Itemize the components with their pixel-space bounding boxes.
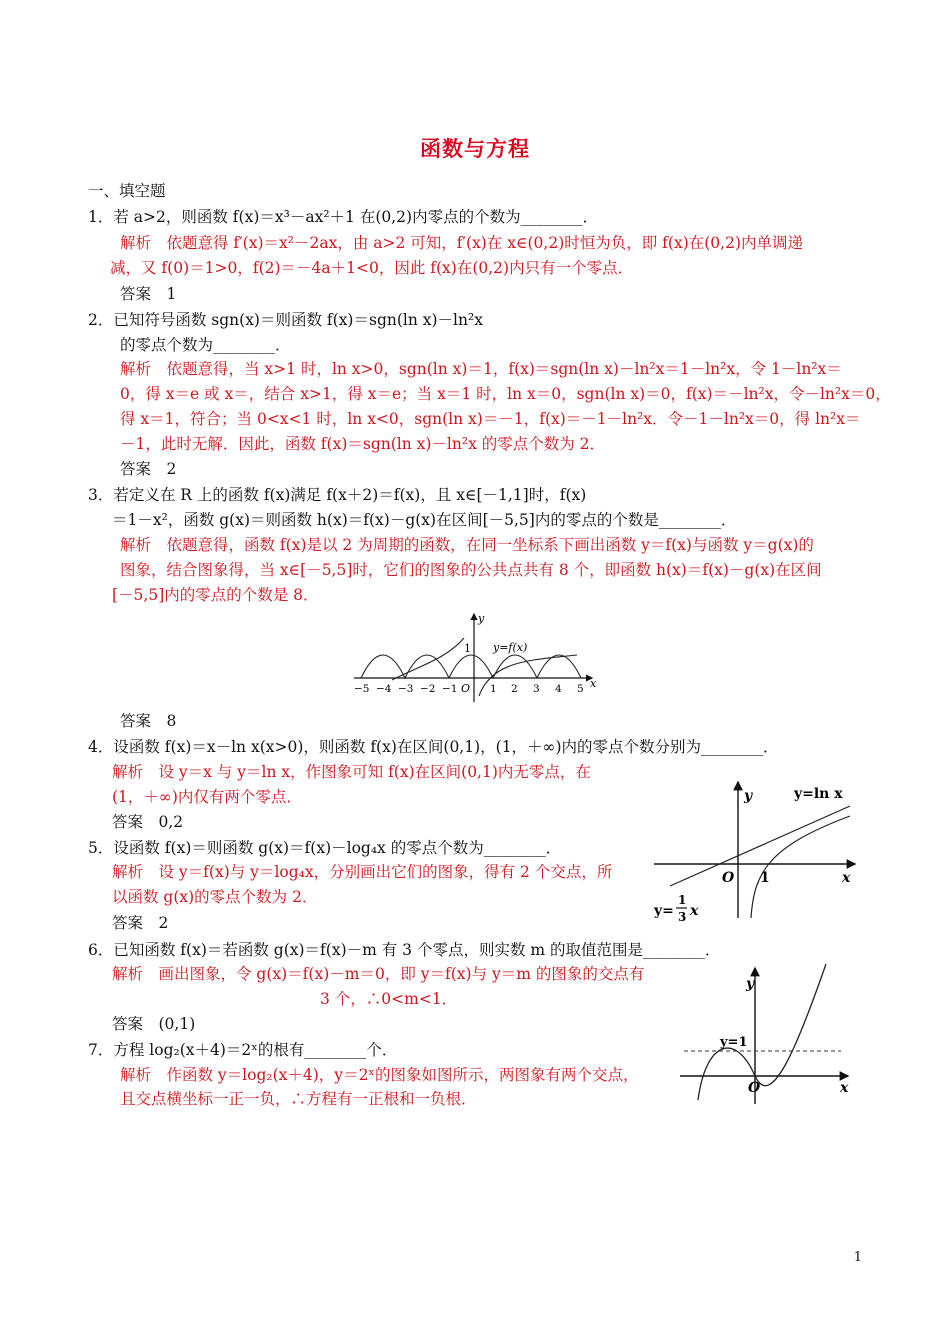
solution-1-line-1: 解析 依题意得 f′(x)＝x²－2ax，由 a>2 可知，f′(x)在 x∈(0,2)时恒为负，即 f(x)在(0,2)内单调递 (120, 234, 803, 252)
question-2: 2．已知符号函数 sgn(x)＝则函数 f(x)＝sgn(ln x)－ln²x (88, 311, 483, 329)
answer-3: 答案 8 (120, 712, 177, 730)
solution-5-line-1: 解析 设 y＝f(x)与 y＝log₄x，分别画出它们的图象，得有 2 个交点，所 (112, 863, 613, 881)
frac-num: 1 (678, 893, 687, 907)
figure-ln-graph (650, 776, 865, 924)
page-number: 1 (853, 1250, 862, 1265)
solution-2-line-4: －1，此时无解．因此，函数 f(x)＝sgn(ln x)－ln²x 的零点个数为 2． (120, 435, 606, 453)
solution-2-line-1: 解析 依题意得，当 x>1 时，ln x>0，sgn(ln x)＝1，f(x)＝sgn(ln x)－ln²x＝1－ln²x，令 1－ln²x＝ (120, 360, 842, 378)
question-4: 4．设函数 f(x)＝x－ln x(x>0)，则函数 f(x)在区间(0,1)，(1，＋∞)内的零点个数分别为________． (88, 738, 779, 756)
solution-6-line-1: 解析 画出图象，令 g(x)＝f(x)－m＝0，即 y＝f(x)与 y＝m 的图象的交点有 (112, 965, 645, 983)
level-label: y=1 (720, 1035, 748, 1050)
tick-neg1: −1 (442, 683, 458, 695)
frac-x: x (690, 903, 699, 919)
line-label: y= (654, 903, 674, 919)
answer-4: 答案 0,2 (112, 813, 184, 831)
ln-curve (751, 816, 850, 918)
y-axis-label: y (744, 788, 753, 804)
question-7: 7．方程 log₂(x＋4)＝2ˣ的根有________个． (88, 1041, 398, 1059)
x-axis-label: x (842, 870, 851, 886)
y-axis-label: y (478, 612, 485, 625)
solution-4-line-1: 解析 设 y＝x 与 y＝ln x，作图象可知 f(x)在区间(0,1)内无零点，在 (112, 763, 591, 781)
answer-6: 答案 (0,1) (112, 1015, 196, 1033)
origin-label: O (722, 870, 735, 886)
tick-4: 4 (555, 683, 562, 695)
frac-den: 3 (678, 910, 687, 924)
tick-5: 5 (577, 683, 584, 695)
tick-neg3: −3 (398, 683, 414, 695)
question-1: 1．若 a>2，则函数 f(x)＝x³－ax²＋1 在(0,2)内零点的个数为________． (88, 208, 599, 226)
y-axis-label: y (746, 976, 755, 992)
tick-neg2: −2 (420, 683, 436, 695)
tick-3: 3 (533, 683, 540, 695)
question-6: 6．已知函数 f(x)＝若函数 g(x)＝f(x)－m 有 3 个零点，则实数 m 的取值范围是________． (88, 941, 721, 959)
figure-periodic-graph (352, 610, 602, 710)
tick-2: 2 (511, 683, 518, 695)
one-label: 1 (464, 642, 471, 655)
question-5: 5．设函数 f(x)＝则函数 g(x)＝f(x)－log₄x 的零点个数为________． (88, 839, 562, 857)
origin-label: O (461, 682, 471, 695)
section-heading: 一、填空题 (88, 182, 166, 200)
page-title: 函数与方程 (420, 136, 530, 161)
question-3: 3．若定义在 R 上的函数 f(x)满足 f(x＋2)＝f(x)，且 x∈[－1,1]时，f(x) (88, 486, 587, 504)
solution-4-line-2: (1，＋∞)内仅有两个零点． (112, 788, 302, 806)
solution-6-line-2: 3 个，∴0<m<1． (320, 990, 458, 1008)
question-2-cont: 的零点个数为________． (120, 336, 291, 354)
origin-label: O (748, 1080, 761, 1096)
tick-neg5: −5 (354, 683, 370, 695)
ln-label: y=ln x (794, 786, 843, 802)
solution-3-line-3: [－5,5]内的零点的个数是 8． (112, 586, 319, 604)
tick-1: 1 (490, 683, 497, 695)
figure-cubic-graph (676, 960, 856, 1108)
answer-5: 答案 2 (112, 914, 169, 932)
solution-7-line-2: 且交点横坐标一正一负，∴方程有一正根和一负根． (120, 1090, 477, 1108)
answer-2: 答案 2 (120, 460, 177, 478)
f-curve (698, 964, 826, 1100)
x-axis-label: x (840, 1080, 849, 1096)
solution-7-line-1: 解析 作函数 y＝log₂(x＋4)，y＝2ˣ的图象如图所示，两图象有两个交点， (120, 1066, 639, 1084)
answer-1: 答案 1 (120, 285, 177, 303)
tick-neg4: −4 (376, 683, 392, 695)
curve-label: y=f(x) (493, 641, 528, 654)
x-axis-label: x (590, 677, 597, 690)
solution-3-line-2: 图象，结合图象得，当 x∈[－5,5]时，它们的图象的公共点共有 8 个，即函数 h(x)＝f(x)－g(x)在区间 (120, 561, 822, 579)
solution-5-line-2: 以函数 g(x)的零点个数为 2． (112, 888, 318, 906)
one-label: 1 (760, 870, 770, 886)
solution-2-line-3: 得 x＝1，符合；当 0<x<1 时，ln x<0，sgn(ln x)＝－1，f(x)＝－1－ln²x．令－1－ln²x＝0，得 ln²x＝ (120, 410, 861, 428)
solution-3-line-1: 解析 依题意得，函数 f(x)是以 2 为周期的函数，在同一坐标系下画出函数 y＝f(x)与函数 y＝g(x)的 (120, 536, 814, 554)
solution-2-line-2: 0，得 x＝e 或 x＝，结合 x>1，得 x＝e；当 x＝1 时，ln x＝0，sgn(ln x)＝0，f(x)＝－ln²x，令－ln²x＝0， (120, 385, 891, 403)
solution-1-line-2: 减，又 f(0)＝1>0，f(2)＝－4a＋1<0，因此 f(x)在(0,2)内只有一个零点． (110, 259, 634, 277)
question-3-cont: ＝1－x²，函数 g(x)＝则函数 h(x)＝f(x)－g(x)在区间[－5,5]内的零点的个数是________． (112, 511, 737, 529)
